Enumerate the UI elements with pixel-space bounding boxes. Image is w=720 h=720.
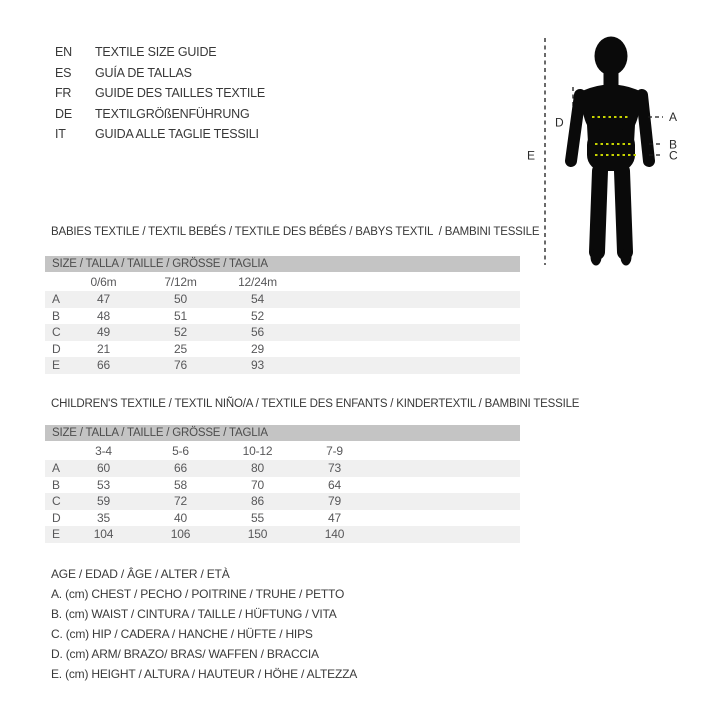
children-size-table [45, 425, 520, 543]
measure-label-c: C [669, 148, 678, 163]
cell-value: 64 [328, 477, 341, 492]
cell-value: 52 [251, 308, 264, 323]
cell-value: 86 [251, 494, 264, 508]
neck [604, 67, 619, 87]
measure-label-a: A [669, 110, 678, 124]
arm-right [642, 95, 649, 161]
table-row [45, 460, 520, 477]
column-header: 12/24m [238, 274, 277, 289]
cell-value: 104 [93, 527, 114, 541]
cell-value: 106 [170, 527, 191, 541]
language-title: GUIDE DES TAILLES TEXTILE [95, 86, 266, 100]
table-row [45, 510, 520, 527]
cell-value: 47 [328, 510, 341, 525]
cell-value: 40 [174, 510, 187, 525]
table-row [45, 291, 520, 308]
legend-age-line: AGE / EDAD / ÂGE / ALTER / ETÀ [51, 567, 230, 581]
legend-item: B. (cm) WAIST / CINTURA / TAILLE / HÜFTUNG / VITA [51, 607, 337, 621]
cell-value: 53 [97, 477, 110, 492]
column-header: 7/12m [164, 274, 197, 289]
cell-value: 35 [97, 510, 110, 525]
cell-value: 29 [251, 341, 264, 356]
language-line [55, 124, 265, 145]
table-row [45, 308, 520, 325]
row-label: A [52, 461, 60, 475]
table-row [45, 357, 520, 374]
child-silhouette [571, 37, 649, 266]
cell-value: 54 [251, 292, 264, 306]
babies-section-title: BABIES TEXTILE / TEXTIL BEBÉS / TEXTILE DES BÉBÉS / BABYS TEXTIL / BAMBINI TESSILE [51, 226, 540, 238]
cell-value: 66 [174, 461, 187, 475]
language-title: GUIDA ALLE TAGLIE TESSILI [95, 127, 259, 141]
cell-value: 47 [97, 292, 110, 306]
cell-value: 52 [174, 325, 187, 339]
language-line [55, 63, 265, 84]
table-row [45, 477, 520, 494]
legend-item: E. (cm) HEIGHT / ALTURA / HAUTEUR / HÖHE / ALTEZZA [51, 667, 358, 681]
legend-items [51, 584, 357, 684]
cell-value: 72 [174, 494, 187, 508]
row-label: B [52, 477, 60, 492]
cell-value: 58 [174, 477, 187, 492]
cell-value: 25 [174, 341, 187, 356]
cell-value: 76 [174, 358, 187, 372]
language-code: IT [55, 127, 66, 141]
cell-value: 48 [97, 308, 110, 323]
babies-column-headers [45, 272, 520, 291]
legend-item: D. (cm) ARM/ BRAZO/ BRAS/ WAFFEN / BRACCIA [51, 647, 319, 661]
measure-label-b: B [669, 137, 678, 152]
cell-value: 93 [251, 358, 264, 372]
foot-right [621, 249, 632, 266]
cell-value: 140 [324, 527, 345, 541]
hips [587, 129, 635, 171]
column-header: 0/6m [90, 274, 117, 289]
column-header: 10-12 [242, 443, 273, 458]
children-table-rows [45, 460, 520, 543]
arm-left [571, 95, 580, 161]
row-label: E [52, 527, 60, 541]
cell-value: 49 [97, 325, 110, 339]
language-title: TEXTILGRÖßENFÜHRUNG [95, 106, 250, 121]
cell-value: 56 [251, 325, 264, 339]
language-title: TEXTILE SIZE GUIDE [95, 45, 217, 59]
cell-value: 80 [251, 461, 264, 475]
column-header: 7-9 [326, 443, 343, 458]
row-label: A [52, 292, 60, 306]
cell-value: 73 [328, 461, 341, 475]
row-label: D [52, 341, 61, 356]
language-line [55, 42, 265, 63]
column-header: 3-4 [95, 443, 112, 458]
babies-size-table [45, 256, 520, 374]
cell-value: 66 [97, 358, 110, 372]
cell-value: 150 [247, 527, 268, 541]
row-label: C [52, 325, 61, 339]
language-title: GUÍA DE TALLAS [95, 65, 192, 80]
leg-left [597, 171, 600, 252]
language-code: FR [55, 86, 72, 100]
measurement-legend [51, 564, 357, 684]
foot-left [591, 249, 602, 266]
row-label: E [52, 358, 60, 372]
row-label: D [52, 510, 61, 525]
legend-item: C. (cm) HIP / CADERA / HANCHE / HÜFTE / HIPS [51, 627, 313, 641]
table-row [45, 493, 520, 510]
row-label: C [52, 494, 61, 508]
babies-table-rows [45, 291, 520, 374]
cell-value: 60 [97, 461, 110, 475]
table-row [45, 341, 520, 358]
leg-right [622, 171, 625, 252]
measure-label-e: E [527, 148, 536, 163]
language-title-list [55, 42, 265, 145]
cell-value: 70 [251, 477, 264, 492]
row-label: B [52, 308, 60, 323]
legend-item: A. (cm) CHEST / PECHO / POITRINE / TRUHE / PETTO [51, 587, 345, 601]
column-header: 5-6 [172, 443, 189, 458]
language-line [55, 83, 265, 104]
cell-value: 21 [97, 341, 110, 356]
language-code: ES [55, 65, 72, 80]
children-column-headers [45, 441, 520, 460]
cell-value: 79 [328, 494, 341, 508]
table-row [45, 324, 520, 341]
babies-size-header-bar: SIZE / TALLA / TAILLE / GRÖSSE / TAGLIA [45, 256, 520, 272]
cell-value: 50 [174, 292, 187, 306]
child-silhouette-figure [520, 25, 690, 270]
cell-value: 55 [251, 510, 264, 525]
table-row [45, 526, 520, 543]
children-size-header-bar: SIZE / TALLA / TAILLE / GRÖSSE / TAGLIA [45, 425, 520, 441]
child-figure-diagram [520, 25, 690, 270]
measure-label-d: D [555, 115, 564, 130]
children-section-title: CHILDREN'S TEXTILE / TEXTIL NIÑO/A / TEXTILE DES ENFANTS / KINDERTEXTIL / BAMBINI TESSILE [51, 398, 580, 410]
language-line [55, 104, 265, 125]
language-code: EN [55, 45, 72, 59]
cell-value: 51 [174, 308, 187, 323]
language-code: DE [55, 106, 72, 121]
cell-value: 59 [97, 494, 110, 508]
